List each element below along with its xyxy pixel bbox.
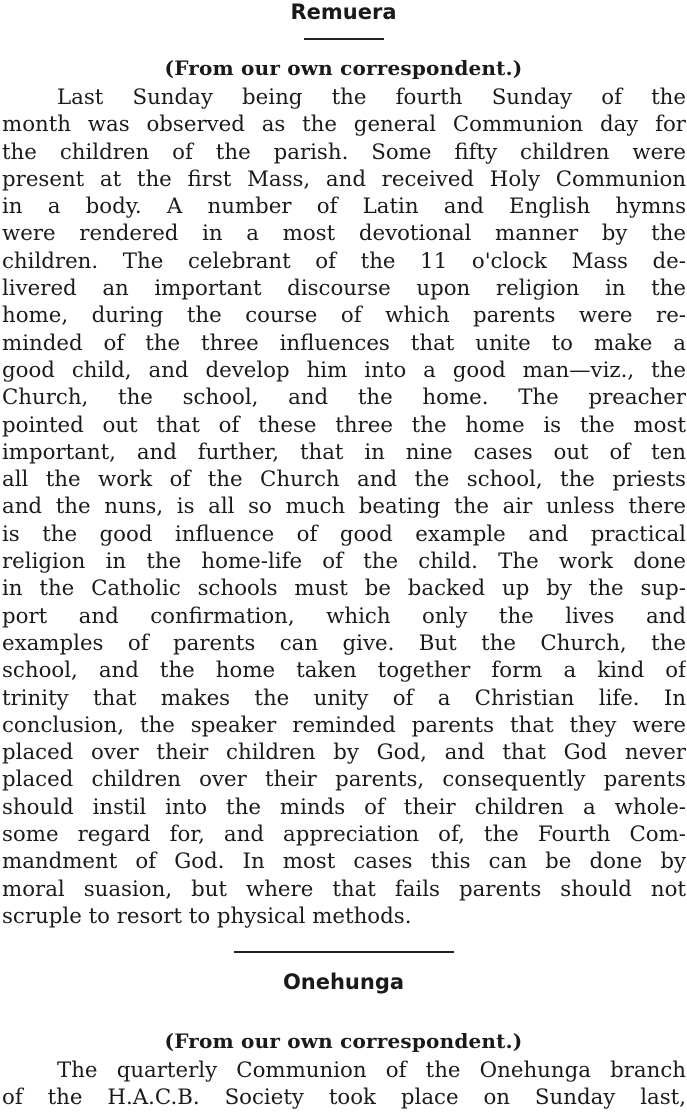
text-line: present at the first Mass, and received Holy Communion [2,166,686,192]
text-line: livered an important discourse upon religion in the [2,276,686,302]
text-line: of the H.A.C.B. Society took place on Sunday last, [2,1085,686,1111]
text-line: children. The celebrant of the 11 o'clock Mass de- [2,248,686,274]
text-line: important, and further, that in nine cases out of ten [2,439,686,465]
article-byline: (From our own correspondent.) [164,1029,523,1053]
text-line: some regard for, and appreciation of, the Fourth Com- [2,822,686,848]
text-line: moral suasion, but where that fails parents should not [2,876,686,902]
text-line: scruple to resort to physical methods. [2,903,412,929]
article-heading: Onehunga [282,970,405,994]
text-line: should instil into the minds of their children a whole- [2,794,686,820]
article-heading: Remuera [290,0,397,24]
article-byline: (From our own correspondent.) [164,56,523,80]
text-line: Church, the school, and the home. The preacher [2,385,686,411]
article-body [0,1057,687,1112]
text-line: trinity that makes the unity of a Christian life. In [2,685,686,711]
text-line: The quarterly Communion of the Onehunga branch [57,1058,686,1083]
text-line: pointed out that of these three the home is the most [2,412,686,438]
article-body [0,84,687,930]
text-line: minded of the three influences that unite to make a [2,330,686,356]
text-line: conclusion, the speaker reminded parents that they were [2,712,686,738]
text-line: examples of parents can give. But the Church, the [2,630,686,656]
text-line: mandment of God. In most cases this can be done by [2,849,686,875]
text-line: good child, and develop him into a good man—viz., the [2,357,686,383]
text-line: were rendered in a most devotional manner by the [2,221,686,247]
text-line: home, during the course of which parents were re- [2,303,686,329]
heading-rule [304,38,384,40]
text-line: school, and the home taken together form a kind of [2,658,686,684]
text-line: in a body. A number of Latin and English hymns [2,194,686,220]
text-line: religion in the home-life of the child. The work done [2,549,686,575]
text-line: port and confirmation, which only the lives and [2,603,686,629]
text-line: in the Catholic schools must be backed up by the sup- [2,576,686,602]
article-separator [234,951,454,953]
text-line: the children of the parish. Some fifty children were [2,139,686,165]
text-line: placed over their children by God, and that God never [2,740,686,766]
text-line: Last Sunday being the fourth Sunday of the [57,85,686,110]
text-line: is the good influence of good example and practical [2,521,686,547]
text-line: placed children over their parents, consequently parents [2,767,686,793]
text-line: month was observed as the general Communion day for [2,112,686,138]
text-line: and the nuns, is all so much beating the air unless there [2,494,686,520]
text-line: all the work of the Church and the school, the priests [2,467,686,493]
